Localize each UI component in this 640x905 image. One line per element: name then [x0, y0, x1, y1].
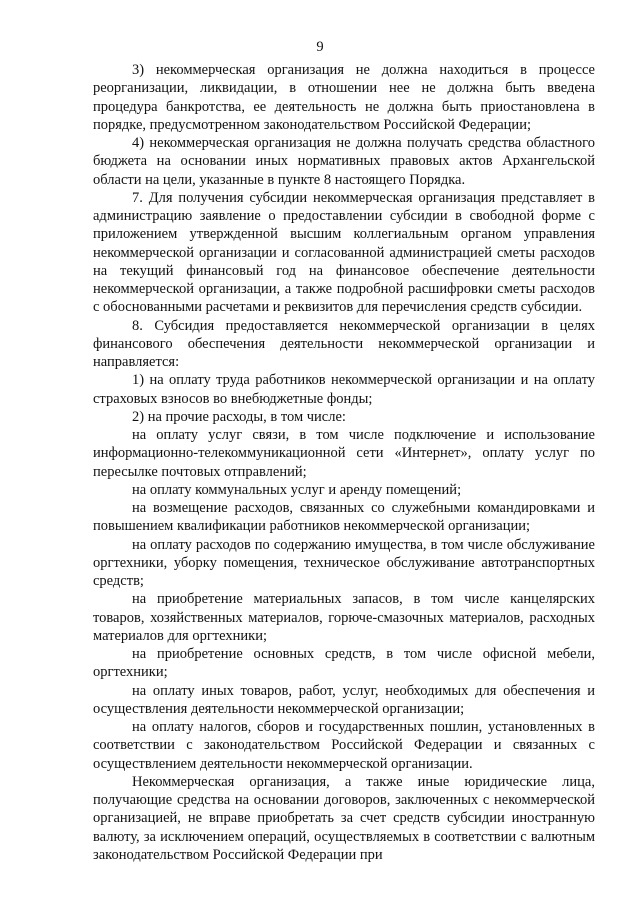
- paragraph-utilities-rent: на оплату коммунальных услуг и аренду помещений;: [132, 481, 462, 498]
- paragraph-item-2-other-expenses: 2) на прочие расходы, в том числе:: [132, 408, 346, 425]
- paragraph-section-7: 7. Для получения субсидии некоммерческая организация представляет в администрацию заявление о предоставлении субсидии в свободной форме с приложением утвержденной высшим коллегиальным органом управления некоммерческой организации и согласованной администрацией сметы расходов на текущий финансовый год на финансовое обеспечение деятельности некоммерческой организации, а также подробной расшифровки сметы расходов с обоснованными расчетами и реквизитов для перечисления средств субсидии.: [93, 189, 595, 316]
- paragraph-other-goods-services: на оплату иных товаров, работ, услуг, необходимых для обеспечения и осуществления деятельности некоммерческой организации;: [93, 682, 595, 717]
- paragraph-section-8: 8. Субсидия предоставляется некоммерческой организации в целях финансового обеспечения деятельности некоммерческой организации и направляется:: [93, 317, 595, 370]
- paragraph-item-3-no-reorganization: 3) некоммерческая организация не должна находиться в процессе реорганизации, ликвидации, в отношении нее не должна быть введена процедура банкротства, ее деятельность не должна быть приостановлена в порядке, предусмотренном законодательством Российской Федерации;: [93, 62, 595, 133]
- paragraph-property-maintenance: на оплату расходов по содержанию имущества, в том числе обслуживание оргтехники, уборку помещения, техническое обслуживание автотранспортных средств;: [93, 536, 595, 589]
- paragraph-material-supplies: на приобретение материальных запасов, в том числе канцелярских товаров, хозяйственных материалов, горюче-смазочных материалов, расходных материалов для оргтехники;: [93, 591, 595, 644]
- document-body: [93, 61, 595, 864]
- paragraph-travel-training: на возмещение расходов, связанных со служебными командировками и повышением квалификации работников некоммерческой организации;: [93, 500, 595, 535]
- paragraph-taxes-fees: на оплату налогов, сборов и государственных пошлин, установленных в соответствии с законодательством Российской Федерации и связанных с осуществлением деятельности некоммерческой организации.: [93, 719, 595, 772]
- page-number: 9: [316, 39, 324, 55]
- paragraph-currency-restriction: Некоммерческая организация, а также иные юридические лица, получающие средства на основании договоров, заключенных с некоммерческой организацией, не вправе приобретать за счет средств субсидии иностранную валюту, за исключением операций, осуществляемых в соответствии с валютным законодательством Российской Федерации при: [93, 773, 595, 863]
- paragraph-fixed-assets: на приобретение основных средств, в том числе офисной мебели, оргтехники;: [93, 646, 595, 681]
- paragraph-item-1-salaries: 1) на оплату труда работников некоммерческой организации и на оплату страховых взносов во внебюджетные фонды;: [93, 372, 595, 407]
- paragraph-item-4-no-other-funds: 4) некоммерческая организация не должна получать средства областного бюджета на основании иных нормативных правовых актов Архангельской области на цели, указанные в пункте 8 настоящего Порядка.: [93, 135, 595, 188]
- paragraph-communication-services: на оплату услуг связи, в том числе подключение и использование информационно-телекоммуникационной сети «Интернет», оплату услуг по пересылке почтовых отправлений;: [93, 427, 595, 480]
